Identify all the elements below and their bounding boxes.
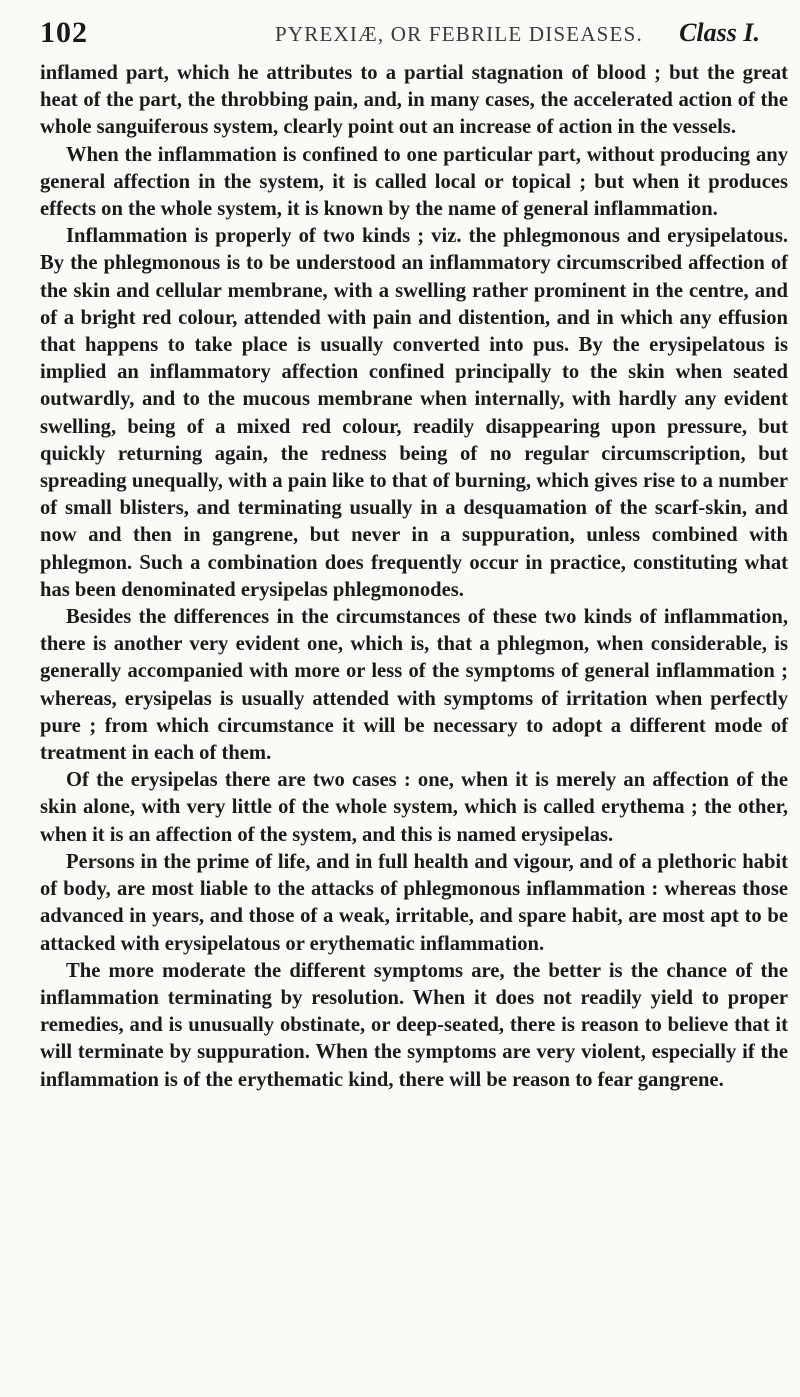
- paragraph-kinds-of-inflammation: Inflammation is properly of two kinds ; viz. the phlegmonous and erysipelatous. By the phlegmonous is to be understood an inflammatory circumscribed affection of the skin and cellular membrane, with a swelling rather prominent in the centre, and of a bright red colour, attended with pain and distention, and in which any effusion that happens to take place is usually converted into pus. By the erysipelatous is implied an inflammatory affection confined principally to the skin when seated outwardly, and to the mucous membrane when internally, with hardly any evident swelling, being of a mixed red colour, readily disappearing upon pressure, but quickly returning again, the redness being of no regular circumscription, but spreading unequally, with a pain like to that of burning, which gives rise to a number of small blisters, and terminating usually in a desquamation of the scarf-skin, and now and then in gangrene, but never in a suppuration, unless combined with phlegmon. Such a combination does frequently occur in practice, constituting what has been denominated erysipelas phlegmonodes.: [40, 225, 788, 601]
- running-title: PYREXIÆ, OR FEBRILE DISEASES.: [275, 22, 643, 46]
- paragraph-continuation: inflamed part, which he attributes to a partial stagnation of blood ; but the great heat of the part, the throbbing pain, and, in many cases, the accelerated action of the whole sanguiferous system, clearly point out an increase of action in the vessels.: [40, 62, 788, 139]
- paragraph-prognosis: The more moderate the different symptoms are, the better is the chance of the inflammation terminating by resolution. When it does not readily yield to proper remedies, and is unusually obstinate, or deep-seated, there is reason to believe that it will terminate by suppuration. When the symptoms are very violent, especially if the inflammation is of the erythematic kind, there will be reason to fear gangrene.: [40, 959, 788, 1091]
- paragraph-local-inflammation: When the inflammation is confined to one particular part, without producing any general affection in the system, it is called local or topical ; but when it produces effects on the whole system, it is known by the name of general inflammation.: [40, 143, 788, 221]
- page-number: 102: [40, 16, 88, 49]
- paragraph-susceptibility: Persons in the prime of life, and in full health and vigour, and of a plethoric habit of body, are most liable to the attacks of phlegmonous inflammation : whereas those advanced in years, and those of a weak, irritable, and spare habit, are most apt to be attacked with erysipelatous or erythematic inflammation.: [40, 850, 788, 955]
- paragraph-differences: Besides the differences in the circumstances of these two kinds of inflammation, there is another very evident one, which is, that a phlegmon, when considerable, is generally accompanied with more or less of the symptoms of general inflammation ; whereas, erysipelas is usually attended with symptoms of irritation when perfectly pure ; from which circumstance it will be necessary to adopt a different mode of treatment in each of them.: [40, 606, 788, 765]
- paragraph-erysipelas-cases: Of the erysipelas there are two cases : one, when it is merely an affection of the skin alone, with very little of the whole system, which is called erythema ; the other, when it is an affection of the system, and this is named erysipelas.: [40, 769, 788, 846]
- page-header: [40, 10, 772, 50]
- body-text: [40, 60, 788, 1094]
- class-label: Class I.: [679, 18, 760, 47]
